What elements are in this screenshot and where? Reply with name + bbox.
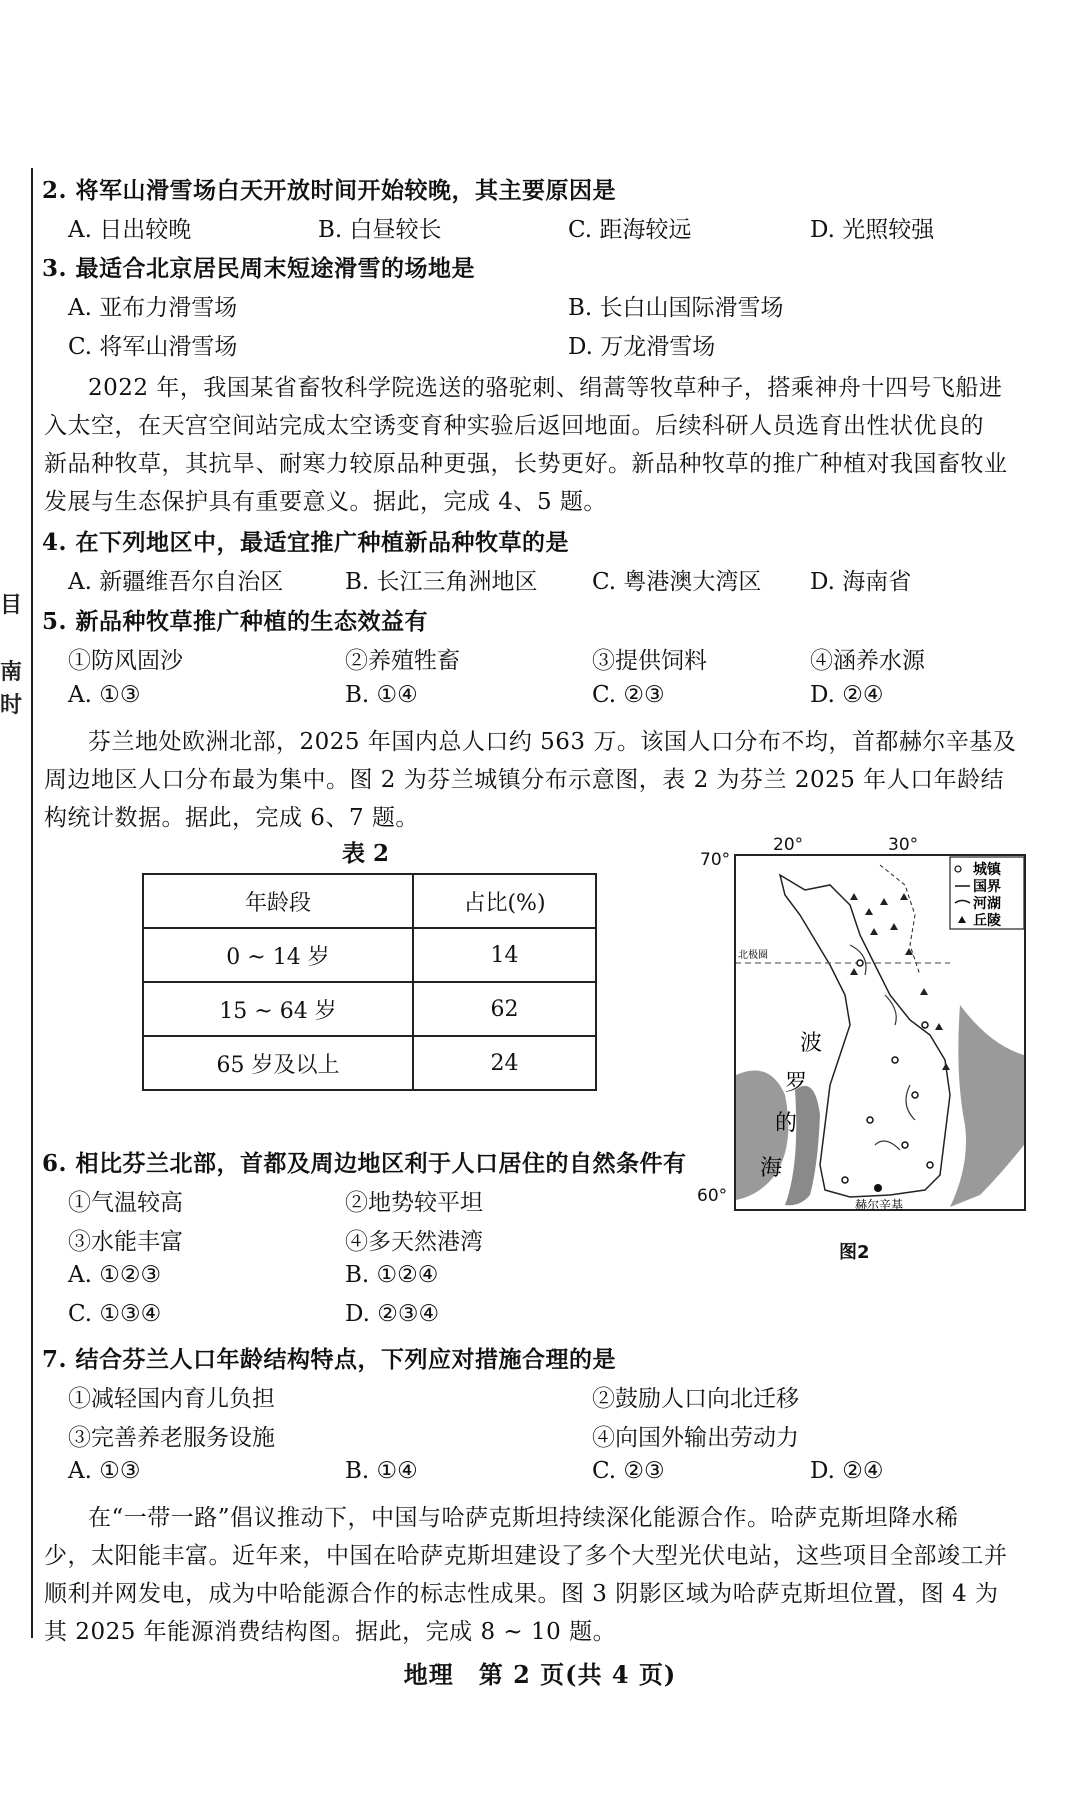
- passage-45-line: 2022 年，我国某省畜牧科学院选送的骆驼刺、绢蒿等牧草种子，搭乘神舟十四号飞船进: [88, 375, 1003, 401]
- q6-option-a[interactable]: A. ①②③: [68, 1262, 162, 1288]
- passage-45-line: 发展与生态保护具有重要意义。据此，完成 4、5 题。: [44, 489, 607, 515]
- passage-45-line: 新品种牧草，其抗旱、耐寒力较原品种更强，长势更好。新品种牧草的推广种植对我国畜牧业: [44, 451, 1008, 477]
- legend-town-label: 城镇: [973, 862, 1001, 878]
- q6-item-4: ④多天然港湾: [345, 1229, 483, 1255]
- margin-mark: 时: [0, 692, 23, 718]
- sea-label-char: 海: [760, 1156, 783, 1181]
- q5-item-4: ④涵养水源: [810, 648, 925, 674]
- q5-option-c[interactable]: C. ②③: [592, 682, 665, 708]
- helsinki-label: 赫尔辛基: [855, 1198, 904, 1212]
- q3-option-d[interactable]: D. 万龙滑雪场: [568, 334, 716, 360]
- lat-label-70: 70°: [700, 850, 731, 870]
- q5-option-d[interactable]: D. ②④: [810, 682, 884, 708]
- q5-item-2: ②养殖牲畜: [345, 648, 460, 674]
- table-cell: 0 ~ 14 岁: [143, 928, 413, 982]
- q3-option-b[interactable]: B. 长白山国际滑雪场: [568, 295, 784, 321]
- figure-2-caption: 图2: [839, 1242, 870, 1263]
- passage-810-line: 其 2025 年能源消费结构图。据此，完成 8 ~ 10 题。: [44, 1619, 617, 1645]
- q6-item-1: ①气温较高: [68, 1190, 183, 1216]
- passage-67-line: 芬兰地处欧洲北部，2025 年国内总人口约 563 万。该国人口分布不均，首都赫尔辛基及: [88, 729, 1017, 755]
- table-row: [143, 928, 596, 982]
- q2-option-d[interactable]: D. 光照较强: [810, 217, 935, 243]
- q3-option-c[interactable]: C. 将军山滑雪场: [68, 334, 238, 360]
- table-header-cell: 年龄段: [143, 874, 413, 928]
- table-cell: 14: [413, 928, 596, 982]
- legend-river-label: 河湖: [973, 896, 1001, 912]
- table-cell: 24: [413, 1036, 596, 1090]
- lat-label-60: 60°: [697, 1186, 728, 1206]
- q5-item-3: ③提供饲料: [592, 648, 707, 674]
- legend-town-icon: [955, 866, 961, 872]
- page-footer: 地理 第 2 页(共 4 页): [403, 1660, 677, 1689]
- table-header-cell: 占比(%): [413, 874, 596, 928]
- finland-town-map: [700, 845, 1030, 1225]
- q6-option-c[interactable]: C. ①③④: [68, 1301, 162, 1327]
- q6-item-3: ③水能丰富: [68, 1229, 183, 1255]
- lon-label-30: 30°: [888, 835, 919, 855]
- q5-option-b[interactable]: B. ①④: [345, 682, 418, 708]
- passage-45-line: 入太空，在天宫空间站完成太空诱变育种实验后返回地面。后续科研人员选育出性状优良的: [44, 413, 984, 439]
- age-structure-table: [142, 873, 597, 1091]
- q7-option-c[interactable]: C. ②③: [592, 1458, 665, 1484]
- q7-item-4: ④向国外输出劳动力: [592, 1425, 799, 1451]
- q7-item-2: ②鼓励人口向北迁移: [592, 1386, 799, 1412]
- binding-line: [31, 168, 33, 1638]
- sea-label-char: 的: [775, 1111, 798, 1136]
- lon-label-20: 20°: [773, 835, 804, 855]
- table-cell: 15 ~ 64 岁: [143, 982, 413, 1036]
- q6-option-d[interactable]: D. ②③④: [345, 1301, 440, 1327]
- table-cell: 65 岁及以上: [143, 1036, 413, 1090]
- q2-option-b[interactable]: B. 白昼较长: [318, 217, 442, 243]
- question-4-stem: 4. 在下列地区中，最适宜推广种植新品种牧草的是: [42, 529, 570, 556]
- question-5-stem: 5. 新品种牧草推广种植的生态效益有: [42, 608, 429, 635]
- legend-border-label: 国界: [973, 879, 1001, 895]
- q4-option-d[interactable]: D. 海南省: [810, 569, 912, 595]
- table-2-caption: 表 2: [342, 840, 390, 867]
- q7-option-b[interactable]: B. ①④: [345, 1458, 418, 1484]
- q7-option-a[interactable]: A. ①③: [68, 1458, 141, 1484]
- margin-mark: 南: [0, 659, 23, 685]
- helsinki-marker: [874, 1184, 882, 1192]
- legend-hill-label: 丘陵: [973, 913, 1001, 929]
- q2-option-a[interactable]: A. 日出较晚: [68, 217, 192, 243]
- passage-810-line: 顺利并网发电，成为中哈能源合作的标志性成果。图 3 阴影区域为哈萨克斯坦位置，图 4 为: [44, 1581, 999, 1607]
- question-3-stem: 3. 最适合北京居民周末短途滑雪的场地是: [42, 255, 476, 282]
- q4-option-a[interactable]: A. 新疆维吾尔自治区: [68, 569, 284, 595]
- sea-label-char: 罗: [785, 1071, 808, 1096]
- question-7-stem: 7. 结合芬兰人口年龄结构特点，下列应对措施合理的是: [42, 1346, 617, 1373]
- q5-item-1: ①防风固沙: [68, 648, 183, 674]
- table-row: [143, 982, 596, 1036]
- passage-67-line: 构统计数据。据此，完成 6、7 题。: [44, 805, 419, 831]
- q4-option-c[interactable]: C. 粤港澳大湾区: [592, 569, 762, 595]
- table-header-row: [143, 874, 596, 928]
- arctic-circle-label: 北极圈: [738, 950, 768, 961]
- table-cell: 62: [413, 982, 596, 1036]
- passage-67-line: 周边地区人口分布最为集中。图 2 为芬兰城镇分布示意图，表 2 为芬兰 2025 年人口年龄结: [44, 767, 1005, 793]
- q6-option-b[interactable]: B. ①②④: [345, 1262, 439, 1288]
- q5-option-a[interactable]: A. ①③: [68, 682, 141, 708]
- passage-810-line: 在“一带一路”倡议推动下，中国与哈萨克斯坦持续深化能源合作。哈萨克斯坦降水稀: [88, 1505, 959, 1531]
- q4-option-b[interactable]: B. 长江三角洲地区: [345, 569, 538, 595]
- question-2-stem: 2. 将军山滑雪场白天开放时间开始较晚，其主要原因是: [42, 177, 617, 204]
- q7-item-1: ①减轻国内育儿负担: [68, 1386, 275, 1412]
- q2-option-c[interactable]: C. 距海较远: [568, 217, 692, 243]
- passage-810-line: 少，太阳能丰富。近年来，中国在哈萨克斯坦建设了多个大型光伏电站，这些项目全部竣工并: [44, 1543, 1008, 1569]
- sea-label-char: 波: [800, 1031, 823, 1056]
- table-row: [143, 1036, 596, 1090]
- q6-item-2: ②地势较平坦: [345, 1190, 483, 1216]
- margin-mark: 目: [0, 592, 23, 618]
- q7-item-3: ③完善养老服务设施: [68, 1425, 275, 1451]
- q7-option-d[interactable]: D. ②④: [810, 1458, 884, 1484]
- q3-option-a[interactable]: A. 亚布力滑雪场: [68, 295, 238, 321]
- question-6-stem: 6. 相比芬兰北部，首都及周边地区利于人口居住的自然条件有: [42, 1150, 687, 1177]
